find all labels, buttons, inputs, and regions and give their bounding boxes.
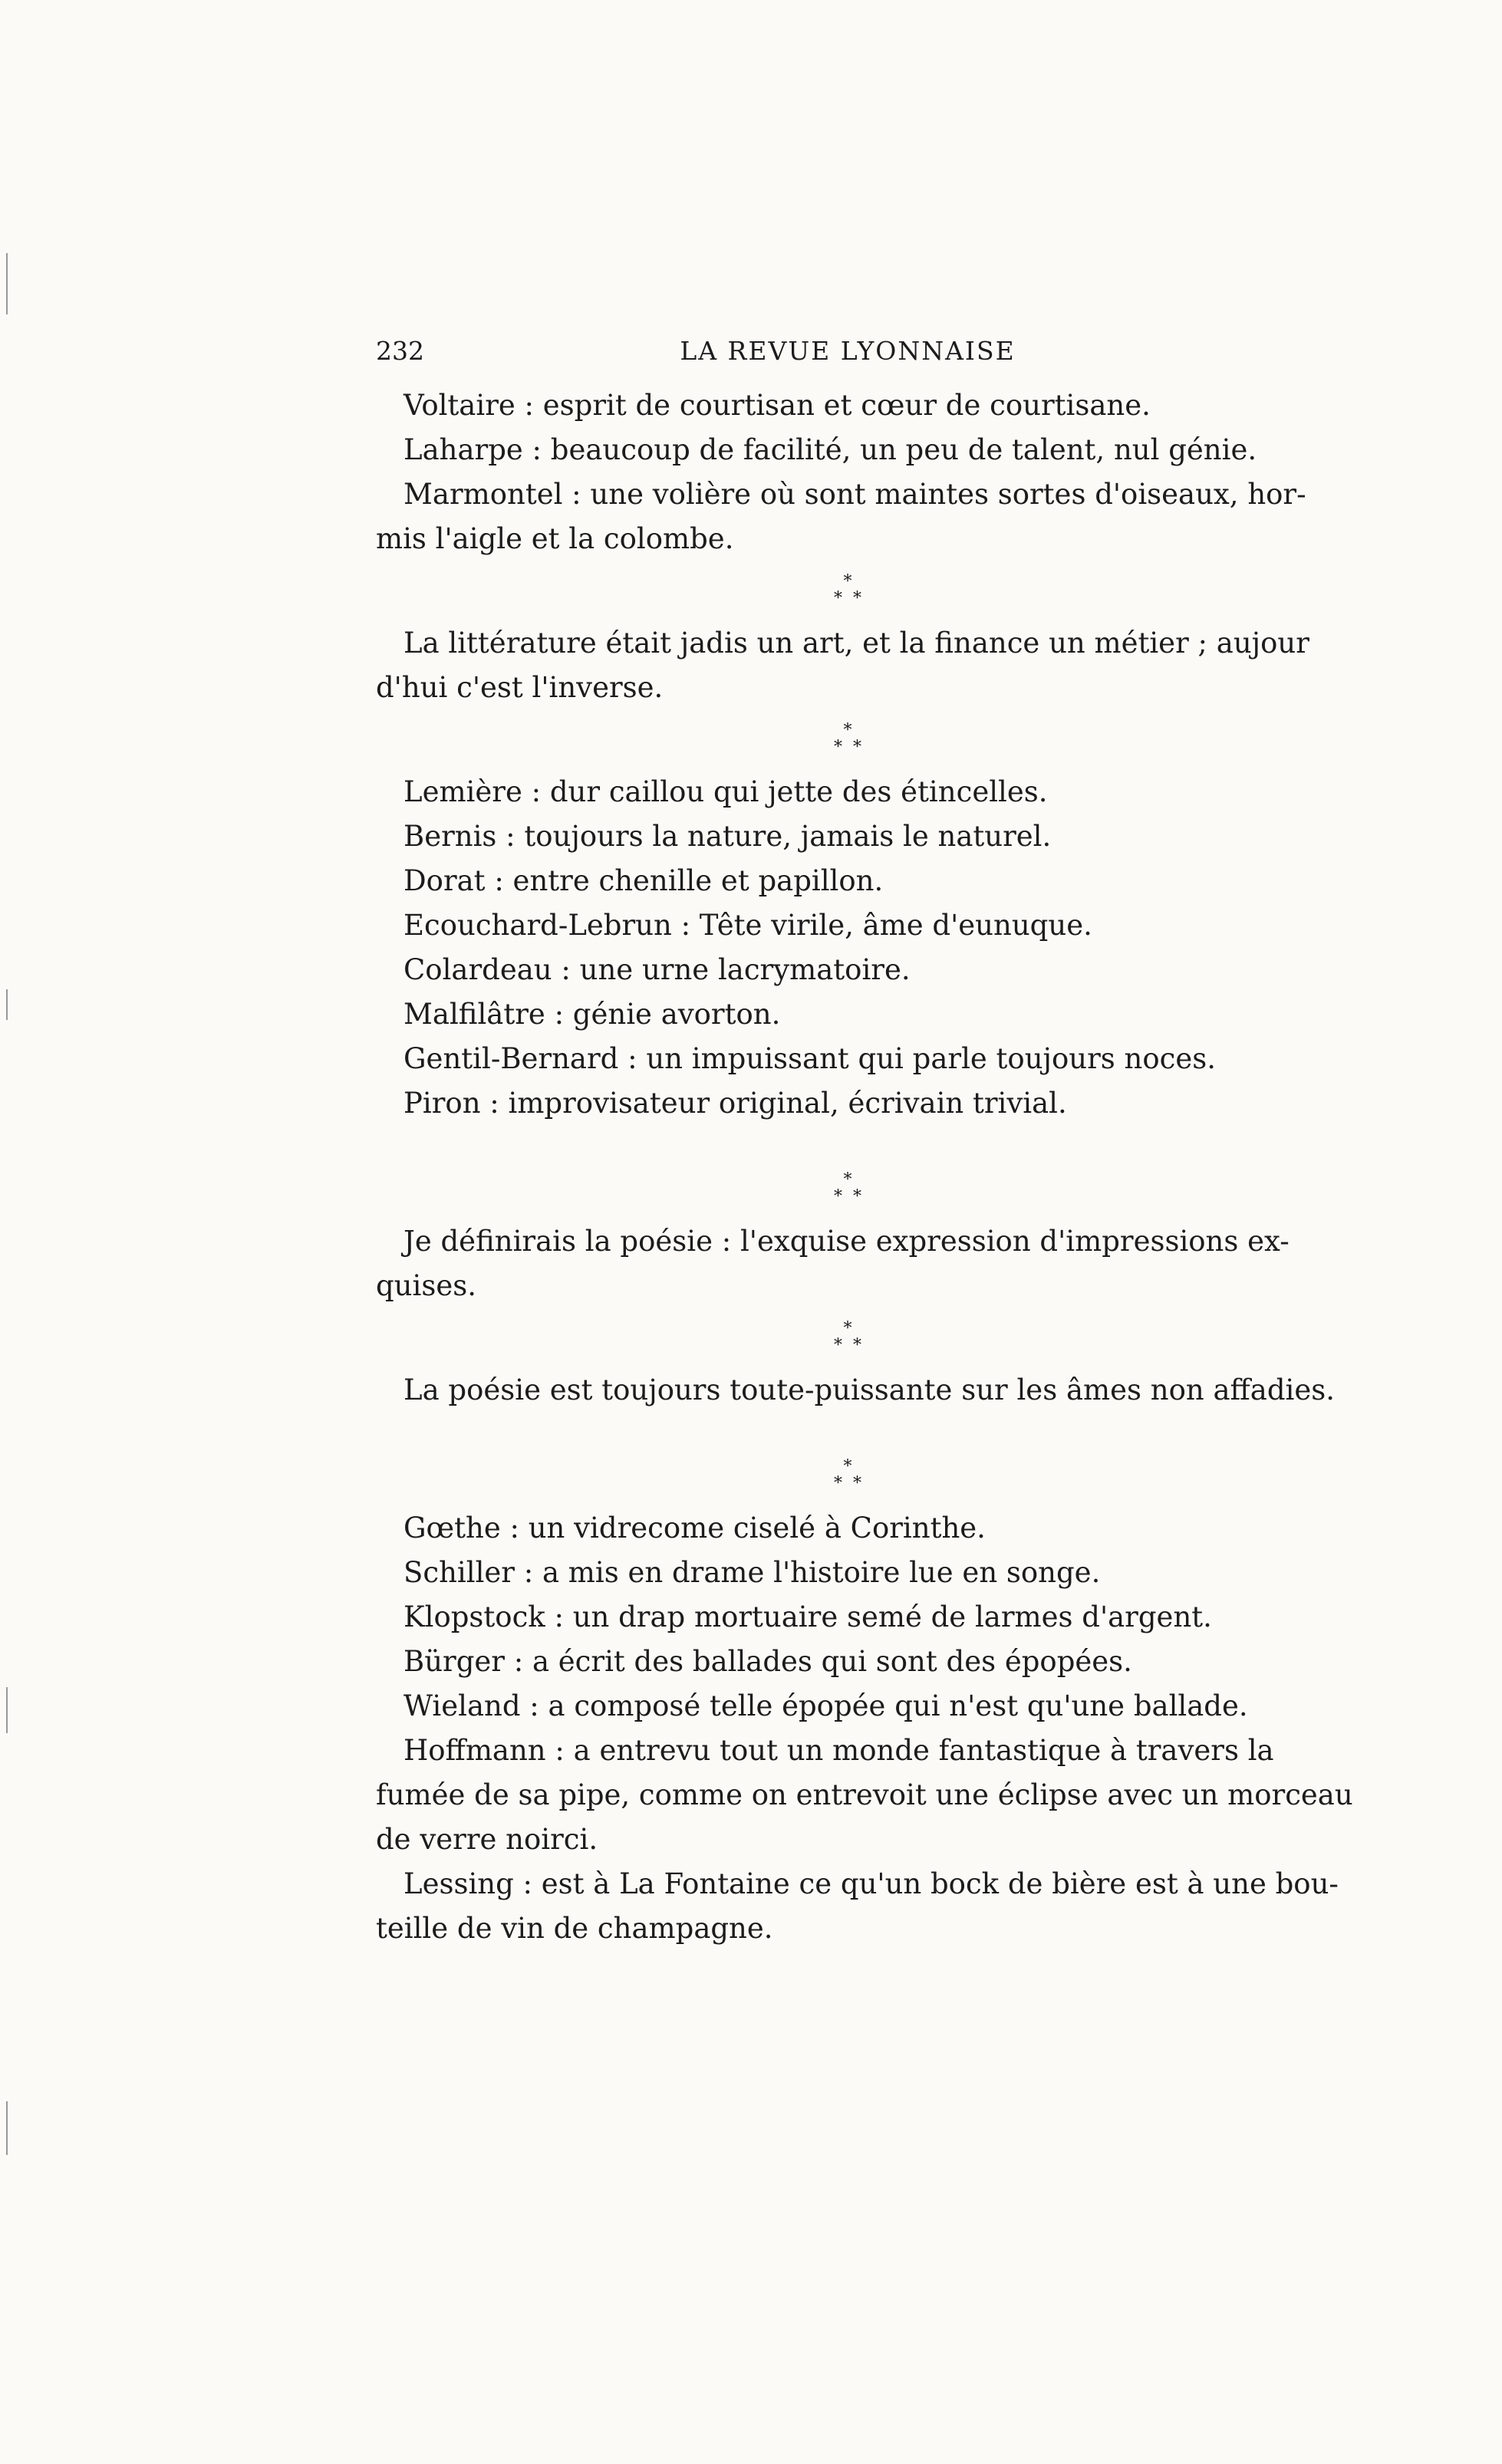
asterism-top: * [843, 572, 852, 591]
asterism-top: * [843, 1170, 852, 1189]
text-line: Wieland : a composé telle épopée qui n'est qu'une ballade. [403, 1689, 1248, 1722]
text-line: Ecouchard-Lebrun : Tête virile, âme d'eunuque. [403, 909, 1092, 942]
text-line: La poésie est toujours toute-puissante sur les âmes non affadies. [403, 1373, 1336, 1406]
asterism-divider [817, 1321, 878, 1354]
text-line: Dorat : entre chenille et papillon. [403, 864, 884, 897]
scan-edge-mark [6, 2101, 8, 2155]
text-line: Laharpe : beaucoup de facilité, un peu de talent, nul génie. [403, 433, 1257, 466]
text-line: Hoffmann : a entrevu tout un monde fantastique à travers la [403, 1734, 1274, 1767]
aphorism-block-4 [376, 1219, 1319, 1308]
scan-edge-mark [6, 1687, 8, 1733]
asterism-divider [817, 722, 878, 756]
text-line: Gentil-Bernard : un impuissant qui parle toujours noces. [403, 1042, 1217, 1075]
text-line: Marmontel : une volière où sont maintes sortes d'oiseaux, hor- [403, 478, 1306, 511]
text-line: Malfilâtre : génie avorton. [403, 998, 781, 1031]
text-line: Lessing : est à La Fontaine ce qu'un bock de bière est à une bou- [403, 1867, 1339, 1900]
text-line: mis l'aigle et la colombe. [376, 522, 734, 555]
asterism-divider [817, 1459, 878, 1492]
text-line: Schiller : a mis en drame l'histoire lue en songe. [403, 1556, 1101, 1589]
text-line: fumée de sa pipe, comme on entrevoit une éclipse avec un morceau [376, 1778, 1353, 1811]
asterism-top: * [843, 721, 852, 740]
text-line: Voltaire : esprit de courtisan et cœur de courtisane. [403, 389, 1151, 422]
aphorism-block-3 [376, 770, 1319, 1126]
asterism-divider [817, 574, 878, 607]
aphorism-block-1 [376, 383, 1319, 561]
text-line: Piron : improvisateur original, écrivain trivial. [403, 1087, 1067, 1120]
asterism-bottom: ** [834, 738, 872, 757]
text-line: de verre noirci. [376, 1823, 598, 1856]
asterism-top: * [843, 1319, 852, 1338]
text-line: d'hui c'est l'inverse. [376, 671, 664, 704]
scan-edge-mark [6, 989, 8, 1020]
text-line: Bernis : toujours la nature, jamais le naturel. [403, 820, 1052, 853]
asterism-top: * [843, 1457, 852, 1476]
text-line: Klopstock : un drap mortuaire semé de larmes d'argent. [403, 1600, 1212, 1633]
asterism-bottom: ** [834, 1187, 872, 1206]
asterism-bottom: ** [834, 589, 872, 608]
scan-edge-mark [6, 253, 8, 314]
text-line: Colardeau : une urne lacrymatoire. [403, 953, 911, 986]
asterism-divider [817, 1172, 878, 1206]
text-line: Gœthe : un vidrecome ciselé à Corinthe. [403, 1512, 986, 1545]
aphorism-block-2 [376, 621, 1319, 710]
text-line: teille de vin de champagne. [376, 1912, 773, 1945]
asterism-bottom: ** [834, 1336, 872, 1355]
aphorism-block-5 [376, 1368, 1336, 1413]
text-line: Bürger : a écrit des ballades qui sont des épopées. [403, 1645, 1132, 1678]
text-line: La littérature était jadis un art, et la finance un métier ; aujour [403, 627, 1309, 660]
running-title: LA REVUE LYONNAISE [680, 336, 1016, 366]
page-content [376, 331, 1353, 1951]
page-header [376, 331, 1319, 377]
text-line: Lemière : dur caillou qui jette des étincelles. [403, 775, 1048, 808]
page-number: 232 [376, 336, 424, 366]
text-line: Je définirais la poésie : l'exquise expression d'impressions ex- [403, 1225, 1290, 1258]
aphorism-block-6 [376, 1506, 1353, 1951]
text-line: quises. [376, 1269, 476, 1302]
asterism-bottom: ** [834, 1474, 872, 1493]
